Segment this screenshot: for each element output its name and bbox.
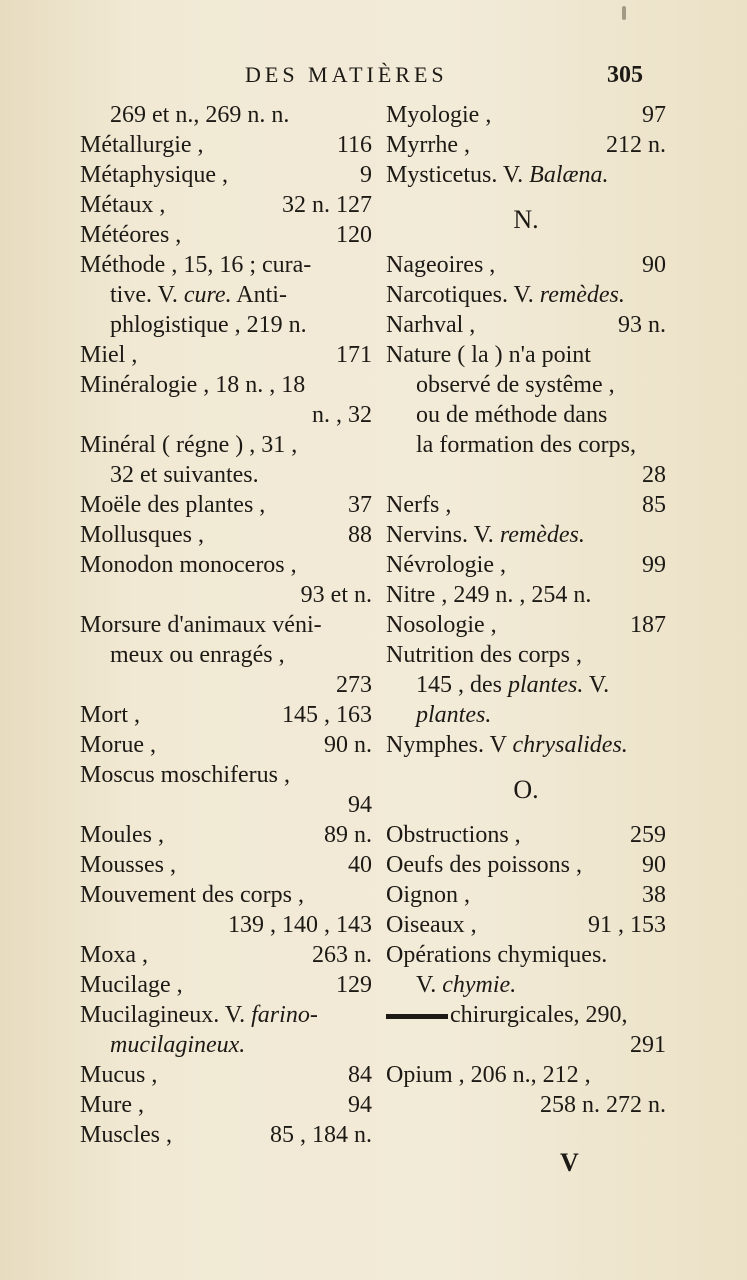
entry-term: Métaphysique , <box>80 162 228 188</box>
entry-term: Oeufs des poissons , <box>386 852 583 878</box>
entry-page-ref: 85 <box>642 492 666 518</box>
entry-page-ref: 171 <box>336 342 372 368</box>
entry-page-ref: 40 <box>348 852 372 878</box>
index-entry <box>80 940 372 970</box>
entry-term: Méthode , 15, 16 ; cura- <box>80 252 312 278</box>
entry-continuation: 139 , 140 , 143 <box>228 912 372 938</box>
entry-page-ref: 97 <box>642 102 666 128</box>
index-entry <box>80 340 372 370</box>
index-entry <box>386 340 666 490</box>
index-entry <box>80 730 372 760</box>
entry-term: Mucilage , <box>80 972 183 998</box>
index-entry <box>80 550 372 610</box>
entry-term: Mousses , <box>80 852 177 878</box>
entry-term: Miel , <box>80 342 138 368</box>
entry-page-ref: 94 <box>348 1092 372 1118</box>
entry-continuation: 32 et suivantes. <box>110 462 259 488</box>
entry-continuation: meux ou enragés , <box>110 642 285 668</box>
index-entry <box>80 160 372 190</box>
index-entry <box>386 1000 666 1060</box>
entry-continuation: plantes. <box>416 702 492 728</box>
entry-term: 269 et n., 269 n. n. <box>110 102 290 128</box>
entry-term: Narhval , <box>386 312 476 338</box>
entry-page-ref: 116 <box>336 132 372 158</box>
entry-term: Névrologie , <box>386 552 506 578</box>
entry-term: Nature ( la ) n'a point <box>386 342 591 368</box>
index-column-right <box>386 100 666 1120</box>
index-entry <box>386 280 666 310</box>
entry-page-ref: 9 <box>360 162 372 188</box>
entry-term: Mysticetus. V. Balæna. <box>386 162 609 188</box>
entry-page-ref: 99 <box>642 552 666 578</box>
index-entry <box>80 880 372 940</box>
entry-term: Mollusques , <box>80 522 205 548</box>
index-entry <box>386 820 666 850</box>
entry-term: Moxa , <box>80 942 148 968</box>
index-entry <box>386 910 666 940</box>
ditto-dash <box>386 1014 448 1019</box>
entry-term: Nutrition des corps , <box>386 642 582 668</box>
index-entry <box>80 760 372 820</box>
section-letter: N. <box>513 205 539 234</box>
entry-page-ref: 89 n. <box>324 822 372 848</box>
index-entry <box>80 190 372 220</box>
entry-term: Oiseaux , <box>386 912 477 938</box>
index-entry <box>80 1090 372 1120</box>
entry-term: Myrrhe , <box>386 132 470 158</box>
entry-term: Nosologie , <box>386 612 497 638</box>
index-entry <box>80 700 372 730</box>
ink-blot <box>622 6 626 20</box>
entry-page-ref: 90 <box>642 252 666 278</box>
entry-term: Nageoires , <box>386 252 496 278</box>
entry-term <box>386 1000 666 1030</box>
index-entry <box>80 250 372 340</box>
entry-continuation: V. chymie. <box>416 972 517 998</box>
entry-page-ref: 91 , 153 <box>588 912 666 938</box>
entry-page-ref: 88 <box>348 522 372 548</box>
running-head: DES MATIÈRES <box>245 62 448 87</box>
entry-page-ref: 84 <box>348 1062 372 1088</box>
entry-term: Mucilagineux. V. farino- <box>80 1002 318 1028</box>
index-entry <box>386 1060 666 1120</box>
index-entry <box>80 520 372 550</box>
entry-term: Monodon monoceros , <box>80 552 297 578</box>
index-entry <box>386 610 666 640</box>
entry-term: Morsure d'animaux véni- <box>80 612 322 638</box>
entry-term: Nervins. V. remèdes. <box>386 522 585 548</box>
index-entry <box>80 490 372 520</box>
entry-page-ref: 90 n. <box>324 732 372 758</box>
entry-page-ref: 93 n. <box>618 312 666 338</box>
entry-term: Myologie , <box>386 102 492 128</box>
entry-term: Moules , <box>80 822 164 848</box>
entry-term: Mouvement des corps , <box>80 882 304 908</box>
index-entry <box>386 550 666 580</box>
entry-page-ref: 187 <box>630 612 666 638</box>
entry-continuation: 145 , des plantes. V. <box>416 672 610 698</box>
index-entry <box>386 490 666 520</box>
index-entry <box>80 610 372 700</box>
index-entry <box>386 880 666 910</box>
entry-term: Métallurgie , <box>80 132 204 158</box>
entry-term-text: chirurgicales, 290, <box>450 1002 628 1028</box>
entry-term: Obstructions , <box>386 822 521 848</box>
index-entry <box>80 1120 372 1150</box>
entry-term: Mort , <box>80 702 140 728</box>
index-entry <box>386 580 666 610</box>
entry-term: Météores , <box>80 222 182 248</box>
page-number: 305 <box>607 62 643 88</box>
entry-continuation: la formation des corps, <box>416 432 636 458</box>
entry-continuation: tive. V. cure. Anti- <box>110 282 287 308</box>
index-entry <box>386 130 666 160</box>
index-entry <box>80 430 372 490</box>
index-entry <box>386 850 666 880</box>
catchword: V <box>560 1148 579 1177</box>
entry-continuation: phlogistique , 219 n. <box>110 312 307 338</box>
index-entry <box>80 370 372 430</box>
entry-term: Minéralogie , 18 n. , 18 <box>80 372 306 398</box>
index-entry <box>386 520 666 550</box>
entry-term: Nitre , 249 n. , 254 n. <box>386 582 592 608</box>
entry-page-ref: 38 <box>642 882 666 908</box>
index-entry <box>80 100 372 130</box>
entry-continuation: observé de systême , <box>416 372 615 398</box>
entry-page-ref: 212 n. <box>606 132 666 158</box>
index-entry <box>386 730 666 760</box>
index-entry <box>386 310 666 340</box>
entry-page-ref: 37 <box>348 492 372 518</box>
index-entry <box>386 940 666 1000</box>
entry-continuation: 28 <box>642 462 666 488</box>
index-column-left <box>80 100 372 1150</box>
entry-term: Nymphes. V chrysalides. <box>386 732 628 758</box>
entry-page-ref: 32 n. 127 <box>282 192 372 218</box>
entry-term: Moscus moschiferus , <box>80 762 290 788</box>
entry-term: Opérations chymiques. <box>386 942 608 968</box>
entry-page-ref: 263 n. <box>312 942 372 968</box>
entry-continuation: 258 n. 272 n. <box>540 1092 666 1118</box>
entry-term: Morue , <box>80 732 156 758</box>
entry-term: Narcotiques. V. remèdes. <box>386 282 625 308</box>
index-entry <box>80 970 372 1000</box>
entry-term: Nerfs , <box>386 492 452 518</box>
index-entry <box>386 100 666 130</box>
index-entry <box>80 820 372 850</box>
entry-term: Mure , <box>80 1092 144 1118</box>
index-entry <box>80 1000 372 1060</box>
index-entry <box>80 850 372 880</box>
index-entry <box>80 130 372 160</box>
index-entry <box>80 220 372 250</box>
entry-term: Métaux , <box>80 192 166 218</box>
entry-term: Opium , 206 n., 212 , <box>386 1062 591 1088</box>
entry-continuation: 93 et n. <box>300 582 372 608</box>
entry-continuation: mucilagineux. <box>110 1032 246 1058</box>
entry-continuation: 291 <box>630 1032 666 1058</box>
section-letter: O. <box>513 775 539 804</box>
entry-term: Minéral ( régne ) , 31 , <box>80 432 298 458</box>
entry-page-ref: 90 <box>642 852 666 878</box>
index-entry <box>80 1060 372 1090</box>
entry-page-ref: 120 <box>336 222 372 248</box>
entry-continuation: n. , 32 <box>312 402 372 428</box>
entry-continuation: 273 <box>336 672 372 698</box>
entry-page-ref: 259 <box>630 822 666 848</box>
entry-page-ref: 145 , 163 <box>282 702 372 728</box>
index-entry <box>386 250 666 280</box>
page-header <box>245 62 665 94</box>
entry-term: Muscles , <box>80 1122 172 1148</box>
index-entry <box>386 640 666 730</box>
entry-term: Oignon , <box>386 882 470 908</box>
entry-continuation: ou de méthode dans <box>416 402 608 428</box>
entry-page-ref: 129 <box>336 972 372 998</box>
entry-continuation: 94 <box>348 792 372 818</box>
entry-term: Moële des plantes , <box>80 492 266 518</box>
entry-term: Mucus , <box>80 1062 158 1088</box>
entry-page-ref: 85 , 184 n. <box>270 1122 372 1148</box>
index-entry <box>386 160 666 190</box>
